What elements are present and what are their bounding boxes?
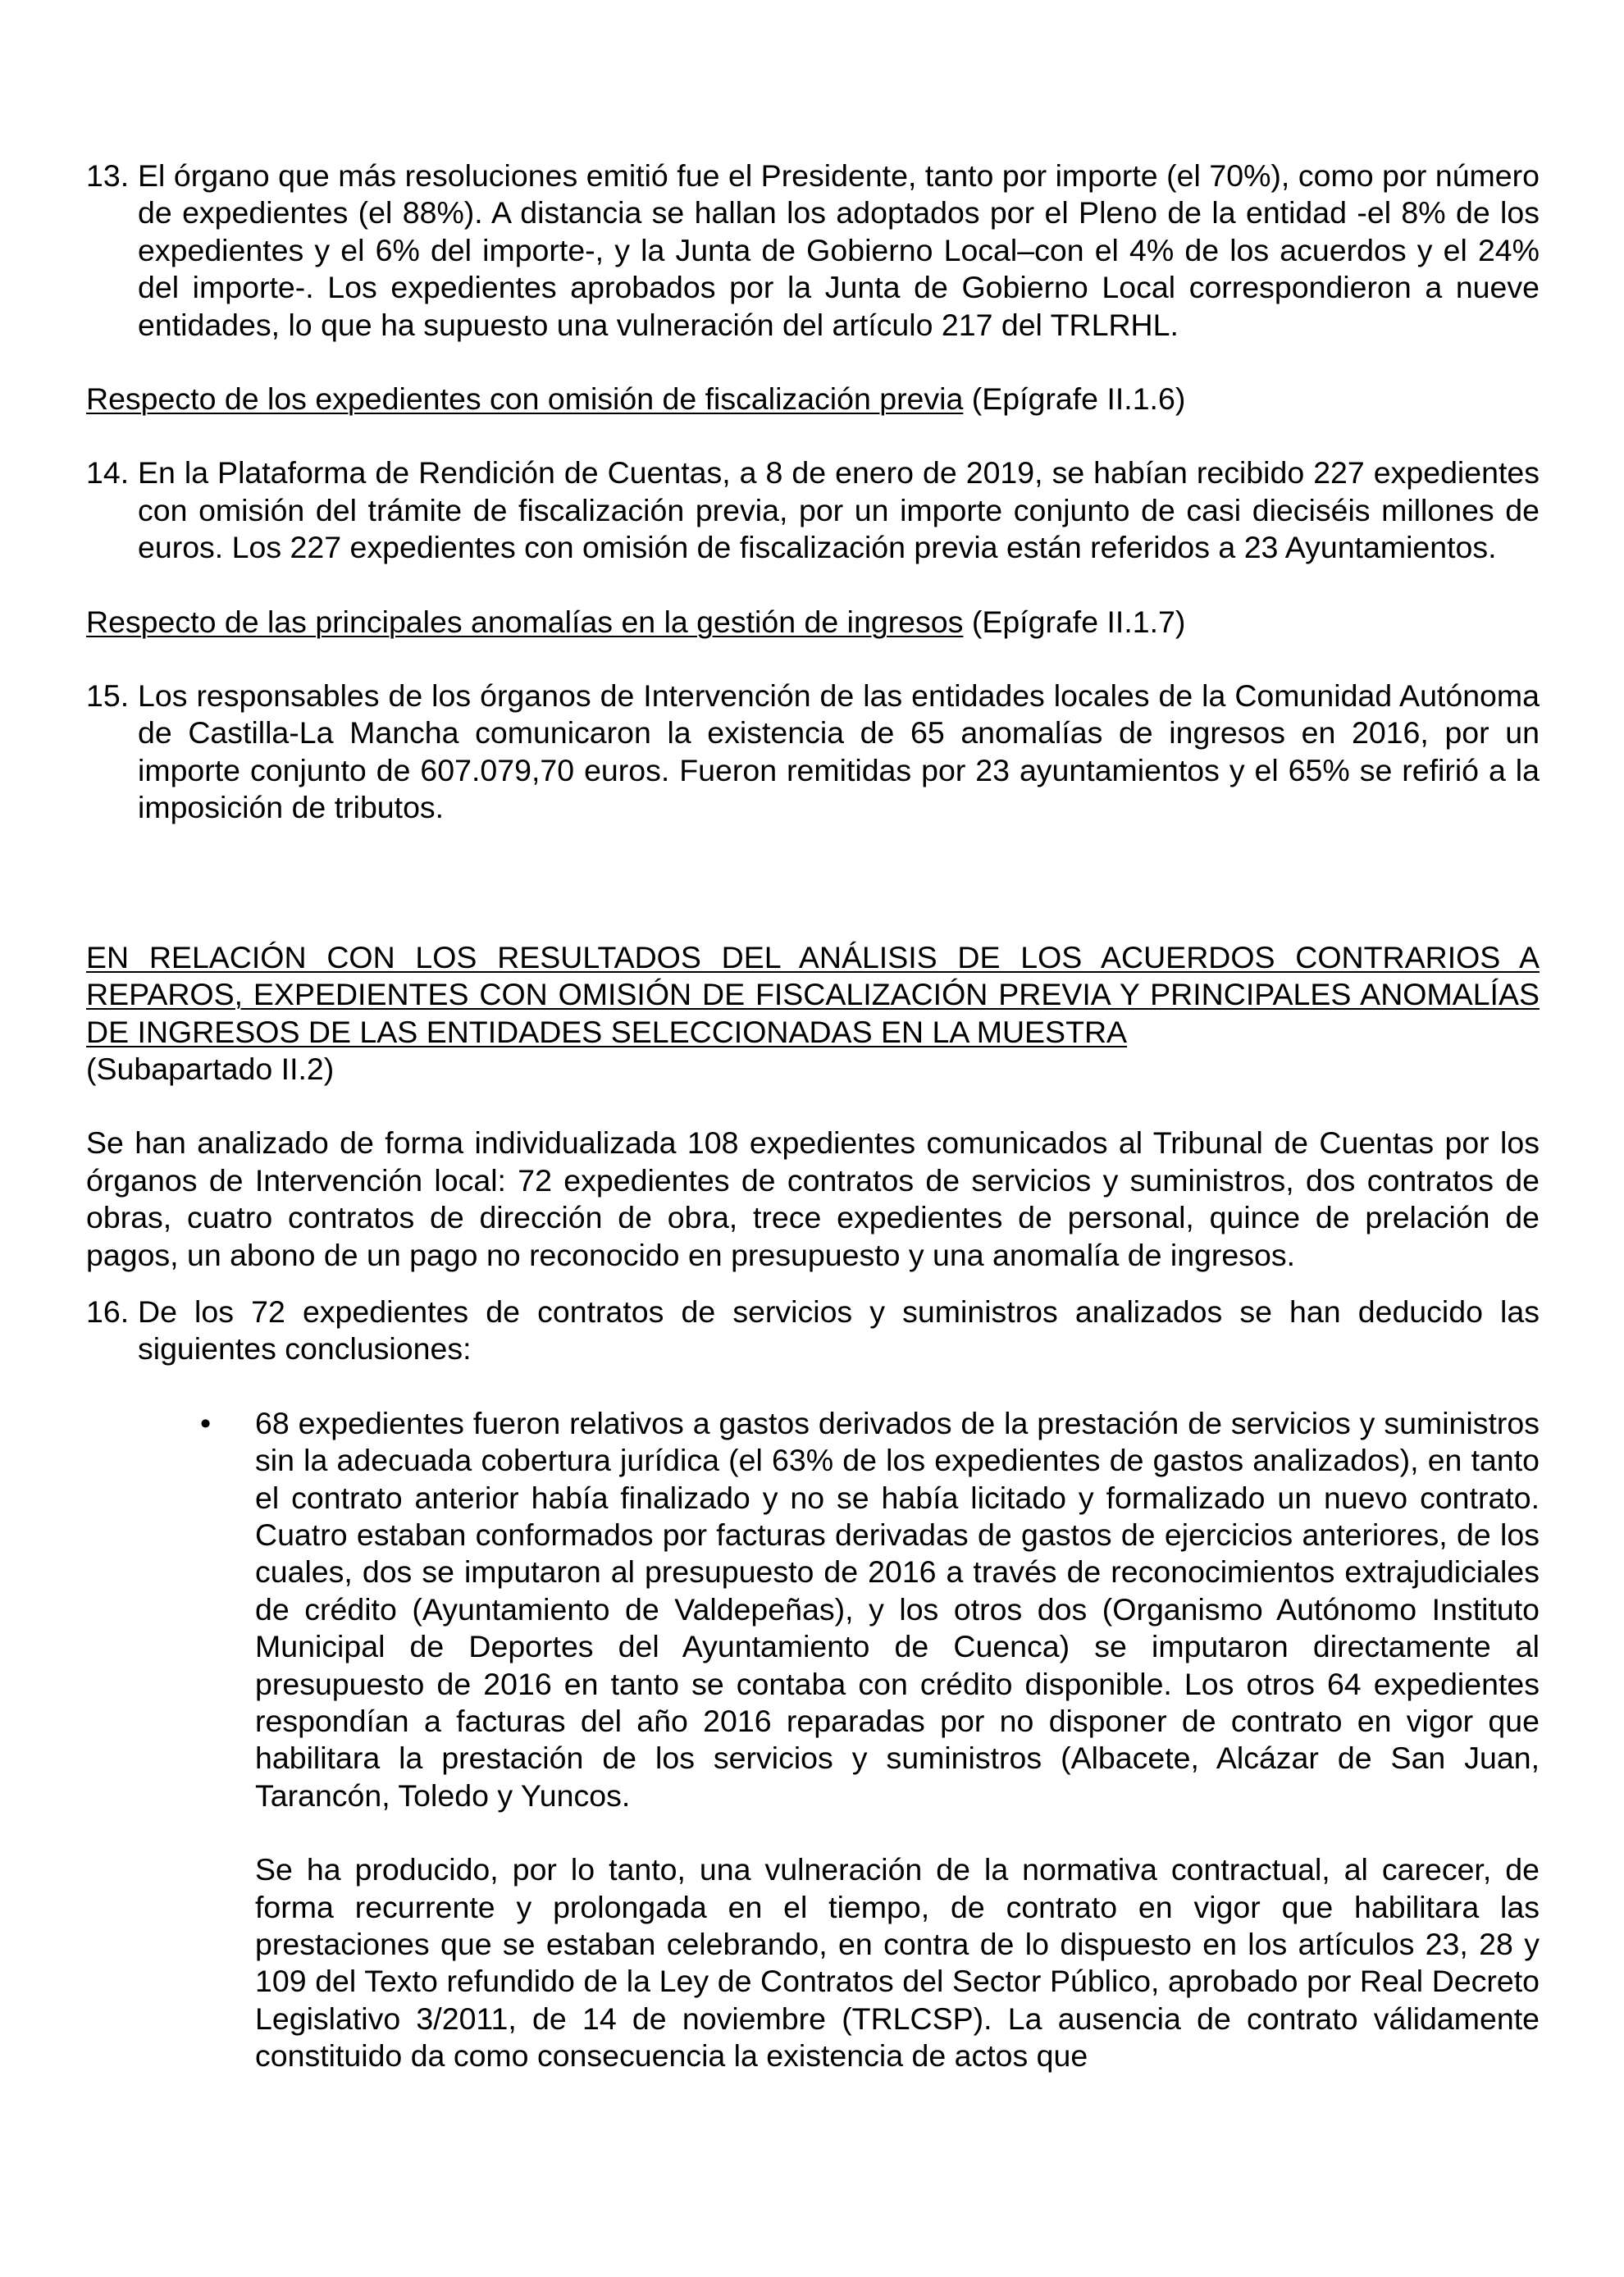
section-heading-omision xyxy=(86,381,1540,418)
item-number: 15. xyxy=(86,678,130,714)
item-text: El órgano que más resoluciones emitió fue el Presidente, tanto por importe (el 70%), como por número de expedientes (el 88%). A distancia se hallan los adoptados por el Pleno de la entidad -el 8% de los expedientes y el 6% del importe-, y la Junta de Gobierno Local–con el 4% de los acuerdos y el 24% del importe-. Los expedientes aprobados por la Junta de Gobierno Local correspondieron a nueve entidades, lo que ha supuesto una vulneración del artículo 217 del TRLRHL. xyxy=(138,158,1540,342)
bullet-icon: • xyxy=(200,1405,212,1440)
bullet-item xyxy=(194,1405,1540,1814)
numbered-item-15 xyxy=(86,678,1540,827)
section-heading-muestra xyxy=(86,939,1540,1088)
item-text: En la Plataforma de Rendición de Cuentas, a 8 de enero de 2019, se habían recibido 227 expedientes con omisión del trámite de fiscalización previa, por un importe conjunto de casi dieciséis millones de euros. Los 227 expedientes con omisión de fiscalización previa están referidos a 23 Ayuntamientos. xyxy=(138,455,1540,565)
item-number: 14. xyxy=(86,455,130,491)
item-text: Los responsables de los órganos de Intervención de las entidades locales de la Comunidad Autónoma de Castilla-La Mancha comunicaron la existencia de 65 anomalías de ingresos en 2016, por un importe conjunto de 607.079,70 euros. Fueron remitidas por 23 ayuntamientos y el 65% se refirió a la imposición de tributos. xyxy=(138,678,1540,825)
document-body xyxy=(86,157,1540,2075)
numbered-item-16 xyxy=(86,1294,1540,1368)
item-number: 13. xyxy=(86,158,130,193)
bullet-followup-paragraph: Se ha producido, por lo tanto, una vulneración de la normativa contractual, al carecer, de forma recurrente y prolongada en el tiempo, de contrato en vigor que habilitara las prestaciones que se estaban celebrando, en contra de lo dispuesto en los artículos 23, 28 y 109 del Texto refundido de la Ley de Contratos del Sector Público, aprobado por Real Decreto Legislativo 3/2011, de 14 de noviembre (TRLCSP). La ausencia de contrato válidamente constituido da como consecuencia la existencia de actos que xyxy=(255,1852,1540,2074)
numbered-item-14 xyxy=(86,454,1540,566)
bullet-text: 68 expedientes fueron relativos a gastos derivados de la prestación de servicios y suministros sin la adecuada cobertura jurídica (el 63% de los expedientes de gastos analizados), en tanto el contrato anterior había finalizado y no se había licitado y formalizado un nuevo contrato. Cuatro estaban conformados por facturas derivadas de gastos de ejercicios anteriores, de los cuales, dos se imputaron al presupuesto de 2016 a través de reconocimientos extrajudiciales de crédito (Ayuntamiento de Valdepeñas), y los otros dos (Organismo Autónomo Instituto Municipal de Deportes del Ayuntamiento de Cuenca) se imputaron directamente al presupuesto de 2016 en tanto se contaba con crédito disponible. Los otros 64 expedientes respondían a facturas del año 2016 reparadas por no disponer de contrato en vigor que habilitara la prestación de los servicios y suministros (Albacete, Alcázar de San Juan, Tarancón, Toledo y Yuncos. xyxy=(255,1405,1540,1813)
numbered-item-13 xyxy=(86,157,1540,344)
heading-underlined: Respecto de las principales anomalías en la gestión de ingresos xyxy=(86,604,964,639)
heading-underlined: EN RELACIÓN CON LOS RESULTADOS DEL ANÁLISIS DE LOS ACUERDOS CONTRARIOS A REPAROS, EXPEDIENTES CON OMISIÓN DE FISCALIZACIÓN PREVIA Y PRINCIPALES ANOMALÍAS DE INGRESOS DE LAS ENTIDADES SELECCIONADAS EN LA MUESTRA xyxy=(86,939,1540,1049)
item-number: 16. xyxy=(86,1294,130,1329)
heading-suffix: (Subapartado II.2) xyxy=(86,1051,335,1086)
heading-underlined: Respecto de los expedientes con omisión de fiscalización previa xyxy=(86,381,964,417)
intro-paragraph: Se han analizado de forma individualizada 108 expedientes comunicados al Tribunal de Cuentas por los órganos de Intervención local: 72 expedientes de contratos de servicios y suministros, dos contratos de obras, cuatro contratos de dirección de obra, trece expedientes de personal, quince de prelación de pagos, un abono de un pago no reconocido en presupuesto y una anomalía de ingresos. xyxy=(86,1125,1540,1272)
heading-suffix: (Epígrafe II.1.7) xyxy=(963,604,1186,639)
heading-suffix: (Epígrafe II.1.6) xyxy=(963,381,1186,417)
item-text: De los 72 expedientes de contratos de servicios y suministros analizados se han deducido las siguientes conclusiones: xyxy=(138,1294,1540,1367)
section-heading-anomalias xyxy=(86,604,1540,641)
